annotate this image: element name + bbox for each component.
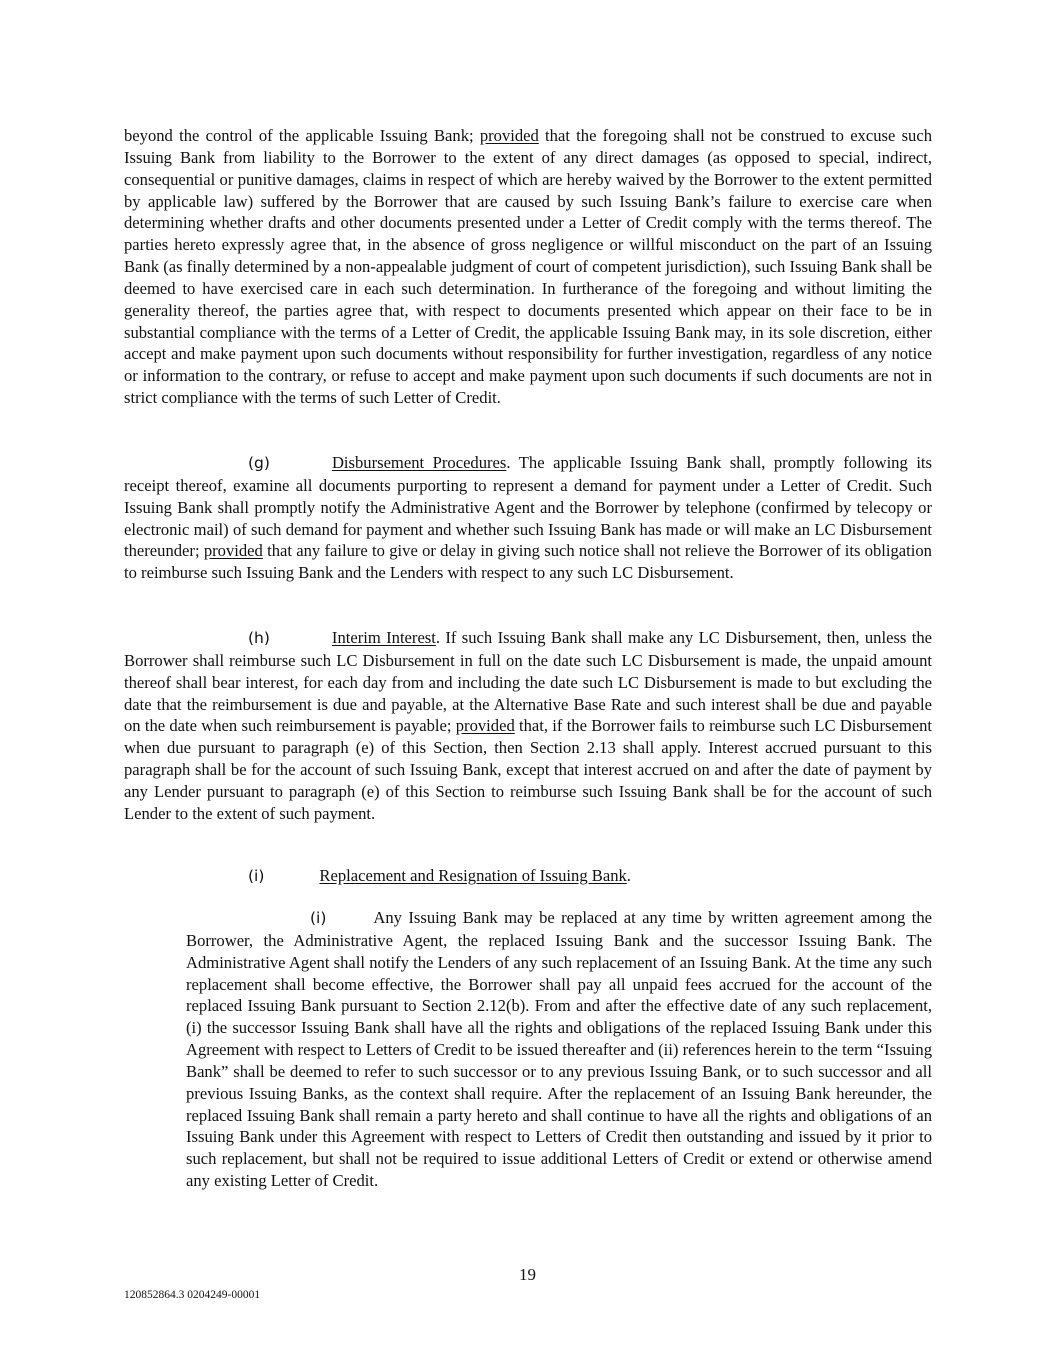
text: . If such Issuing Bank shall make any LC Disbursement, then, unless the Borrower shall reimburse such LC Disbursement in full on the date such LC Disbursement is made, the unpaid amount thereof shall bear interest, for each day from and including the date such LC Disbursement is made to but excluding the date that the reimbursement is due and payable, at the Alternative Base Rate and such interest shall be due and payable on the date when such reimbursement is payable; [124, 628, 932, 736]
document-id: 120852864.3 0204249-00001 [124, 1289, 261, 1301]
text: that the foregoing shall not be construed to excuse such Issuing Bank from liability to the Borrower to the extent of any direct damages (as opposed to special, indirect, consequential or punitive damages, claims in respect of which are hereby waived by the Borrower to the extent permitted by applicable law) suffered by the Borrower that are caused by such Issuing Bank’s failure to exercise care when determining whether drafts and other documents presented under a Letter of Credit comply with the terms thereof. The parties hereto expressly agree that, in the absence of gross negligence or willful misconduct on the part of an Issuing Bank (as finally determined by a non-appealable judgment of court of competent jurisdiction), such Issuing Bank shall be deemed to have exercised care in each such determination. In furtherance of the foregoing and without limiting the generality thereof, the parties agree that, with respect to documents presented which appear on their face to be in substantial compliance with the terms of a Letter of Credit, the applicable Issuing Bank may, in its sole discretion, either accept and make payment upon such documents without responsibility for further investigation, regardless of any notice or information to the contrary, or refuse to accept and make payment upon such documents if such documents are not in strict compliance with the terms of such Letter of Credit. [124, 126, 932, 408]
paragraph-heading: Disbursement Procedures [331, 453, 507, 472]
subparagraph-i-i [186, 907, 932, 1192]
paragraph-g [124, 452, 932, 584]
paragraph-h [124, 627, 932, 825]
paragraph-heading: Replacement and Resignation of Issuing Bank [319, 866, 627, 885]
paragraph-label: (g) [248, 454, 270, 472]
text: that any failure to give or delay in giving such notice shall not relieve the Borrower of its obligation to reimburse such Issuing Bank and the Lenders with respect to any such LC Disbursement. [124, 541, 932, 583]
text: beyond the control of the applicable Issuing Bank; [124, 126, 480, 145]
page-number: 19 [519, 1265, 536, 1284]
paragraph-i-heading [124, 865, 932, 888]
paragraph-f-continuation [124, 125, 932, 409]
text: that, if the Borrower fails to reimburse such LC Disbursement when due pursuant to paragraph (e) of this Section, then Section 2.13 shall apply. Interest accrued pursuant to this paragraph shall be for the account of such Issuing Bank, except that interest accrued on and after the date of payment by any Lender pursuant to paragraph (e) of this Section to reimburse such Issuing Bank shall be for the account of such Lender to the extent of such payment. [124, 716, 932, 823]
paragraph-label: (i) [248, 867, 265, 885]
provided-term: provided [479, 126, 539, 145]
paragraph-heading: Interim Interest [331, 628, 436, 647]
subparagraph-label: (i) [310, 909, 327, 927]
provided-term: provided [455, 716, 515, 736]
provided-term: provided [203, 541, 263, 561]
paragraph-label: (h) [248, 629, 270, 647]
text: Any Issuing Bank may be replaced at any time by written agreement among the Borrower, the Administrative Agent, the replaced Issuing Bank and the successor Issuing Bank. The Administrative Agent shall notify the Lenders of any such replacement of an Issuing Bank. At the time any such replacement shall become effective, the Borrower shall pay all unpaid fees accrued for the account of the replaced Issuing Bank pursuant to Section 2.12(b). From and after the effective date of any such replacement, (i) the successor Issuing Bank shall have all the rights and obligations of the replaced Issuing Bank under this Agreement with respect to Letters of Credit to be issued thereafter and (ii) references herein to the term “Issuing Bank” shall be deemed to refer to such successor or to any previous Issuing Bank, or to such successor and all previous Issuing Banks, as the context shall require. After the replacement of an Issuing Bank hereunder, the replaced Issuing Bank shall remain a party hereto and shall continue to have all the rights and obligations of an Issuing Bank under this Agreement with respect to Letters of Credit then outstanding and issued by it prior to such replacement, but shall not be required to issue additional Letters of Credit or extend or otherwise amend any existing Letter of Credit. [186, 908, 932, 1191]
text: . [626, 866, 631, 885]
text: . The applicable Issuing Bank shall, promptly following its receipt thereof, examine all documents purporting to represent a demand for payment under a Letter of Credit. Such Issuing Bank shall promptly notify the Administrative Agent and the Borrower by telephone (confirmed by telecopy or electronic mail) of such demand for payment and whether such Issuing Bank has made or will make an LC Disbursement thereunder; [124, 453, 932, 561]
